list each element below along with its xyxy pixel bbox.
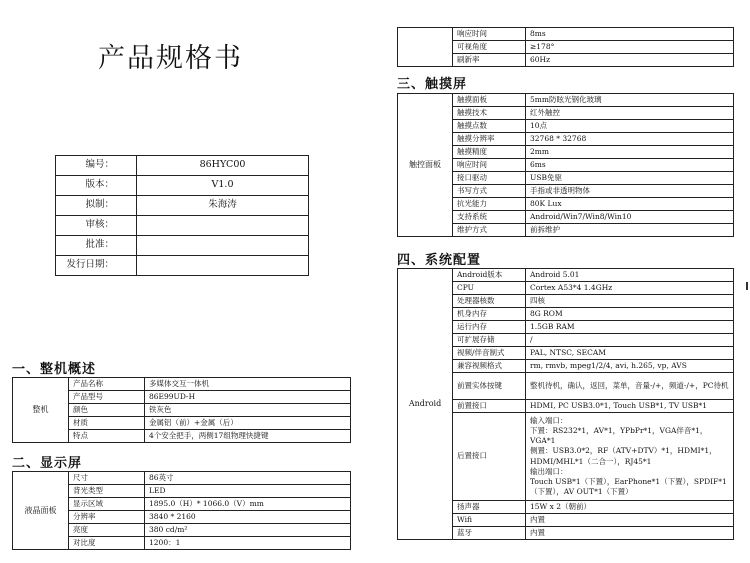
spec-value: 1200：1 — [145, 537, 351, 550]
spec-value: 86英寸 — [145, 472, 351, 485]
info-row — [56, 176, 309, 196]
spec-value: 4个安全把手，两侧17组物理快捷键 — [145, 430, 351, 443]
spec-key: 触摸分辨率 — [453, 133, 526, 146]
spec-key: CPU — [453, 282, 526, 295]
spec-key: 显示区域 — [69, 498, 145, 511]
info-value: V1.0 — [137, 176, 309, 196]
info-label: 拟制： — [56, 196, 137, 216]
spec-value: 8G ROM — [526, 308, 734, 321]
spec-key: 运行内存 — [453, 321, 526, 334]
spec-key: 维护方式 — [453, 224, 526, 237]
spec-key: 响应时间 — [453, 159, 526, 172]
spec-key: 刷新率 — [453, 54, 526, 67]
spec-value: 1895.0（H）* 1066.0（V）mm — [145, 498, 351, 511]
spec-key: 蓝牙 — [453, 527, 526, 540]
spec-value: 金属铝（前）+金属（后） — [145, 417, 351, 430]
spec-value: USB免驱 — [526, 172, 734, 185]
spec-value: 铁灰色 — [145, 404, 351, 417]
spec-key: 兼容视频格式 — [453, 360, 526, 373]
spec-value: Android 5.01 — [526, 269, 734, 282]
spec-row — [13, 378, 351, 391]
page-edge-mark — [746, 282, 748, 290]
spec-key: 背光类型 — [69, 485, 145, 498]
spec-row — [398, 269, 734, 282]
spec-value: 整机待机，确认，返回，菜单，音量-/+，频道-/+，PC待机 — [526, 373, 734, 400]
info-value — [137, 236, 309, 256]
spec-group-label: 液晶面板 — [13, 472, 69, 550]
spec-key: 触摸精度 — [453, 146, 526, 159]
info-label: 发行日期： — [56, 256, 137, 276]
spec-key: 视频/伴音制式 — [453, 347, 526, 360]
spec-key: Android版本 — [453, 269, 526, 282]
spec-key: 接口驱动 — [453, 172, 526, 185]
spec-key: 支持系统 — [453, 211, 526, 224]
info-row — [56, 196, 309, 216]
spec-value: Cortex A53*4 1.4GHz — [526, 282, 734, 295]
spec-value: / — [526, 334, 734, 347]
spec-value: 前拆维护 — [526, 224, 734, 237]
spec-value: rm, rmvb, mpeg1/2/4, avi, h.265, vp, AVS — [526, 360, 734, 373]
spec-value: 8ms — [526, 28, 734, 41]
spec-key: 可扩展存储 — [453, 334, 526, 347]
info-value — [137, 256, 309, 276]
spec-value: 32768 * 32768 — [526, 133, 734, 146]
spec-key: 响应时间 — [453, 28, 526, 41]
info-row — [56, 216, 309, 236]
spec-key: 分辨率 — [69, 511, 145, 524]
section-heading-overview: 一、整机概述 — [12, 362, 97, 377]
info-label: 编号： — [56, 156, 137, 176]
spec-value: 红外触控 — [526, 107, 734, 120]
spec-key: 前置接口 — [453, 400, 526, 413]
spec-key: 亮度 — [69, 524, 145, 537]
info-label: 批准： — [56, 236, 137, 256]
spec-key: Wifi — [453, 514, 526, 527]
spec-value: 输入端口： 下置：RS232*1，AV*1，YPbPr*1，VGA伴音*1，VGA*1 侧置：USB3.0*2，RF（ATV+DTV）*1，HDMI*1， HDMI/MHL*1（二合一），RJ45*1 输出端口： Touch USB*1（下置），EarPhone*1（下置），SPDIF*1 （下置），AV OUT*1（下置） — [526, 413, 734, 501]
spec-key: 前置实体按键 — [453, 373, 526, 400]
spec-value: PAL, NTSC, SECAM — [526, 347, 734, 360]
spec-row — [13, 472, 351, 485]
display-table — [12, 471, 351, 550]
info-row — [56, 236, 309, 256]
section-heading-system: 四、系统配置 — [397, 253, 482, 268]
overview-table — [12, 377, 351, 443]
spec-value: LED — [145, 485, 351, 498]
spec-key: 颜色 — [69, 404, 145, 417]
spec-key: 触摸面板 — [453, 94, 526, 107]
spec-key: 可视角度 — [453, 41, 526, 54]
spec-key: 扬声器 — [453, 501, 526, 514]
spec-group-label: Android — [398, 269, 453, 540]
spec-value: 3840 * 2160 — [145, 511, 351, 524]
touch-table — [397, 93, 734, 237]
spec-key: 产品名称 — [69, 378, 145, 391]
spec-key: 触摸点数 — [453, 120, 526, 133]
info-row — [56, 156, 309, 176]
info-value — [137, 216, 309, 236]
spec-key: 机身内存 — [453, 308, 526, 321]
spec-key: 产品型号 — [69, 391, 145, 404]
spec-value: 15W x 2（朝前） — [526, 501, 734, 514]
spec-value: Android/Win7/Win8/Win10 — [526, 211, 734, 224]
spec-key: 触摸技术 — [453, 107, 526, 120]
spec-key: 特点 — [69, 430, 145, 443]
spec-key: 书写方式 — [453, 185, 526, 198]
spec-key: 材质 — [69, 417, 145, 430]
spec-value: 内置 — [526, 514, 734, 527]
spec-value: ≥178° — [526, 41, 734, 54]
spec-value: 86E99UD-H — [145, 391, 351, 404]
spec-value: 5mm防眩光钢化玻璃 — [526, 94, 734, 107]
section-heading-display: 二、显示屏 — [12, 456, 83, 471]
spec-value: 多媒体交互一体机 — [145, 378, 351, 391]
info-row — [56, 256, 309, 276]
spec-value: 四核 — [526, 295, 734, 308]
spec-value: 内置 — [526, 527, 734, 540]
spec-row — [398, 28, 734, 41]
document-info-table — [55, 155, 309, 276]
info-value: 朱海涛 — [137, 196, 309, 216]
spec-value: 1.5GB RAM — [526, 321, 734, 334]
spec-value: 80K Lux — [526, 198, 734, 211]
info-value: 86HYC00 — [137, 156, 309, 176]
spec-key: 尺寸 — [69, 472, 145, 485]
document-title: 产品规格书 — [98, 43, 243, 74]
spec-group-label: 触控面板 — [398, 94, 453, 237]
spec-value: 2mm — [526, 146, 734, 159]
info-label: 审核： — [56, 216, 137, 236]
spec-key: 后置接口 — [453, 413, 526, 501]
spec-key: 抗光能力 — [453, 198, 526, 211]
spec-group-label: 整机 — [13, 378, 69, 443]
section-heading-touch: 三、触摸屏 — [397, 77, 468, 92]
spec-value: 380 cd/m² — [145, 524, 351, 537]
spec-value: 手指或非透明物体 — [526, 185, 734, 198]
info-label: 版本： — [56, 176, 137, 196]
spec-value: 10点 — [526, 120, 734, 133]
spec-value: HDMI, PC USB3.0*1, Touch USB*1, TV USB*1 — [526, 400, 734, 413]
spec-row — [398, 94, 734, 107]
spec-key: 对比度 — [69, 537, 145, 550]
spec-value: 6ms — [526, 159, 734, 172]
spec-key: 处理器核数 — [453, 295, 526, 308]
spec-value: 60Hz — [526, 54, 734, 67]
system-table — [397, 268, 734, 540]
spec-group-blank — [398, 28, 453, 67]
display-continued-table — [397, 27, 734, 67]
